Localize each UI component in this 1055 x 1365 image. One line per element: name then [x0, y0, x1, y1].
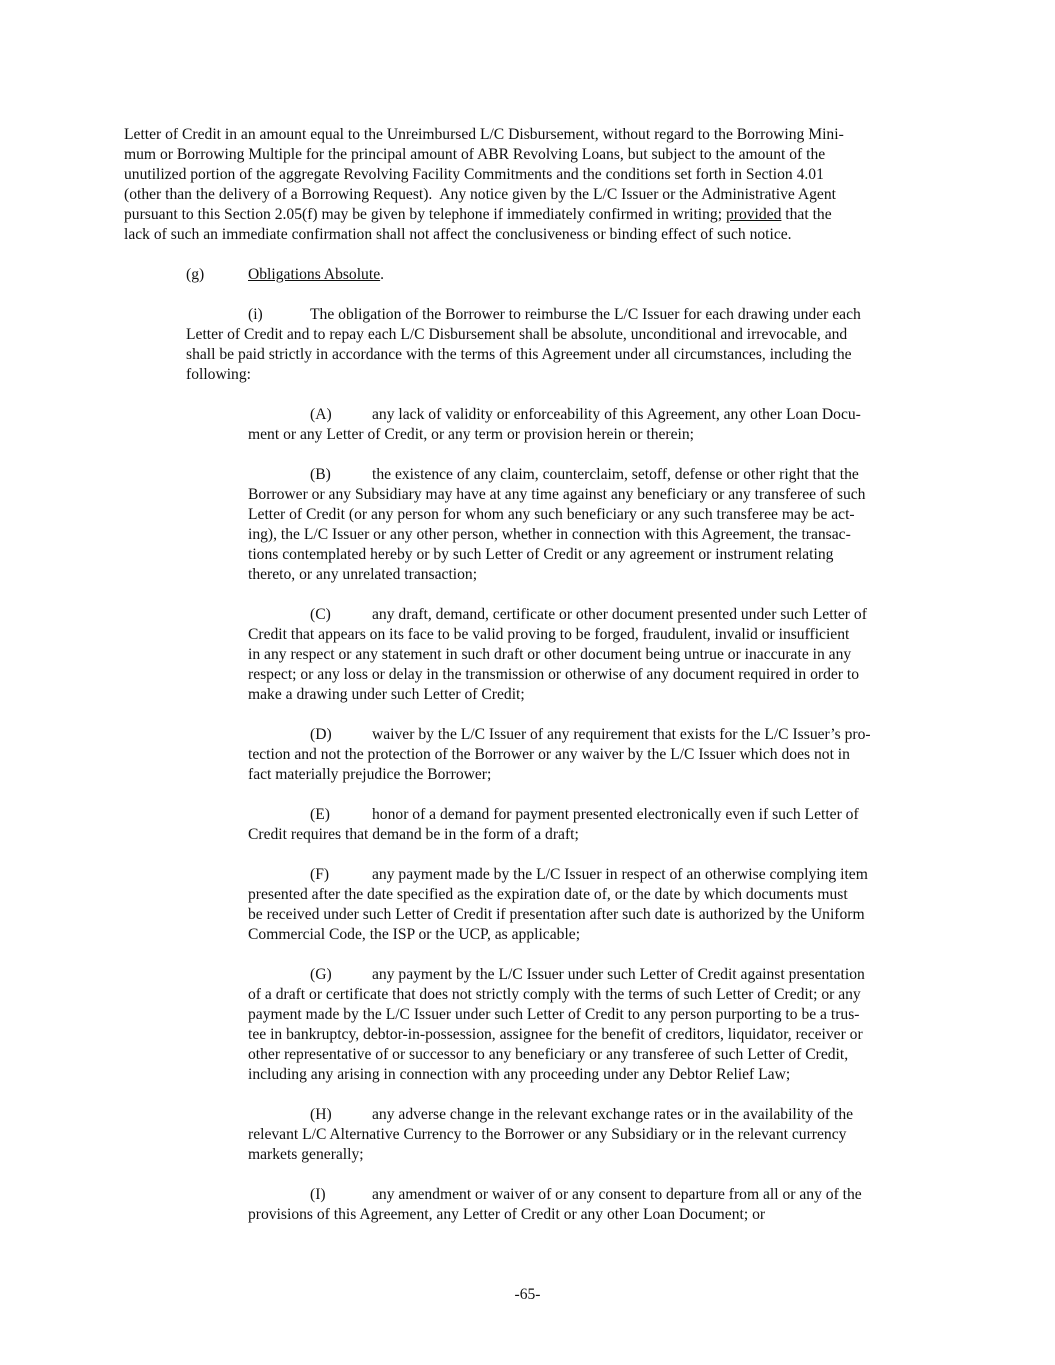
clause-line: tions contemplated hereby or by such Letter of Credit or any agreement or instrument relating	[248, 546, 834, 563]
clause-line: Letter of Credit (or any person for whom any such beneficiary or any such transferee may be act-	[248, 506, 855, 523]
clause-line: relevant L/C Alternative Currency to the Borrower or any Subsidiary or in the relevant currency	[248, 1126, 847, 1143]
section-g-heading	[248, 265, 384, 285]
clause-line: the existence of any claim, counterclaim, setoff, defense or other right that the	[372, 466, 859, 483]
sub-i-line: shall be paid strictly in accordance with the terms of this Agreement under all circumstances, including the	[186, 346, 852, 363]
clause-line: payment made by the L/C Issuer under such Letter of Credit to any person purporting to be a trus-	[248, 1006, 860, 1023]
clause-line: Credit requires that demand be in the form of a draft;	[248, 826, 579, 843]
provided-term: provided	[725, 206, 782, 223]
clause-line: make a drawing under such Letter of Credit;	[248, 686, 525, 703]
clause-line: presented after the date specified as the expiration date of, or the date by which documents must	[248, 886, 848, 903]
sub-i-line: The obligation of the Borrower to reimburse the L/C Issuer for each drawing under each	[310, 306, 861, 323]
clause-line: of a draft or certificate that does not strictly comply with the terms of such Letter of Credit; or any	[248, 986, 861, 1003]
clause-label: (A)	[310, 406, 332, 423]
clause-label: (C)	[310, 606, 331, 623]
intro-line: (other than the delivery of a Borrowing Request). Any notice given by the L/C Issuer or the Administrative Agent	[124, 186, 836, 203]
clause-line: markets generally;	[248, 1146, 364, 1163]
sub-i-line: following:	[186, 366, 251, 383]
clause-line: any draft, demand, certificate or other document presented under such Letter of	[372, 606, 867, 623]
clause-line: any amendment or waiver of or any consent to departure from all or any of the	[372, 1186, 862, 1203]
clause-line: thereto, or any unrelated transaction;	[248, 566, 478, 583]
section-g-title-suffix: .	[380, 266, 385, 283]
sub-i-label: (i)	[248, 306, 263, 323]
intro-line: unutilized portion of the aggregate Revolving Facility Commitments and the conditions set forth in Section 4.01	[124, 166, 824, 183]
clause-line: any payment made by the L/C Issuer in respect of an otherwise complying item	[372, 866, 868, 883]
intro-text: that the	[781, 206, 832, 223]
intro-line: Letter of Credit in an amount equal to the Unreimbursed L/C Disbursement, without regard to the Borrowing Mini-	[124, 126, 844, 143]
clause-line: waiver by the L/C Issuer of any requirement that exists for the L/C Issuer’s pro-	[372, 726, 871, 743]
clause-label: (I)	[310, 1186, 326, 1203]
intro-line: mum or Borrowing Multiple for the principal amount of ABR Revolving Loans, but subject to the amount of the	[124, 146, 826, 163]
intro-line	[124, 205, 832, 225]
clause-line: other representative of or successor to any beneficiary or any transferee of such Letter of Credit,	[248, 1046, 849, 1063]
clause-line: tection and not the protection of the Borrower or any waiver by the L/C Issuer which does not in	[248, 746, 850, 763]
clause-line: fact materially prejudice the Borrower;	[248, 766, 492, 783]
clause-line: be received under such Letter of Credit if presentation after such date is authorized by the Uniform	[248, 906, 865, 923]
sub-i-line: Letter of Credit and to repay each L/C Disbursement shall be absolute, unconditional and irrevocable, and	[186, 326, 848, 343]
clause-line: any lack of validity or enforceability of this Agreement, any other Loan Docu-	[372, 406, 861, 423]
clause-label: (D)	[310, 726, 332, 743]
intro-text: pursuant to this Section 2.05(f) may be given by telephone if immediately confirmed in writing;	[124, 206, 726, 223]
clause-line: ing), the L/C Issuer or any other person, whether in connection with this Agreement, the transac-	[248, 526, 851, 543]
clause-label: (B)	[310, 466, 331, 483]
clause-line: Credit that appears on its face to be valid proving to be forged, fraudulent, invalid or insufficient	[248, 626, 850, 643]
clause-line: any payment by the L/C Issuer under such Letter of Credit against presentation	[372, 966, 865, 983]
section-g-title: Obligations Absolute	[248, 266, 381, 283]
clause-label: (G)	[310, 966, 332, 983]
clause-label: (E)	[310, 806, 330, 823]
clause-line: ment or any Letter of Credit, or any term or provision herein or therein;	[248, 426, 695, 443]
clause-line: Borrower or any Subsidiary may have at any time against any beneficiary or any transferee of such	[248, 486, 866, 503]
clause-label: (F)	[310, 866, 330, 883]
clause-line: any adverse change in the relevant exchange rates or in the availability of the	[372, 1106, 854, 1123]
clause-line: honor of a demand for payment presented electronically even if such Letter of	[372, 806, 859, 823]
clause-line: in any respect or any statement in such draft or other document being untrue or inaccurate in any	[248, 646, 852, 663]
clause-line: respect; or any loss or delay in the transmission or otherwise of any document required in order to	[248, 666, 860, 683]
page-number: -65-	[514, 1286, 541, 1303]
intro-line: lack of such an immediate confirmation shall not affect the conclusiveness or binding effect of such notice.	[124, 226, 792, 243]
clause-line: tee in bankruptcy, debtor-in-possession, assignee for the benefit of creditors, liquidator, receiver or	[248, 1026, 863, 1043]
clause-line: including any arising in connection with any proceeding under any Debtor Relief Law;	[248, 1066, 791, 1083]
clause-line: provisions of this Agreement, any Letter of Credit or any other Loan Document; or	[248, 1206, 766, 1223]
clause-line: Commercial Code, the ISP or the UCP, as applicable;	[248, 926, 581, 943]
clause-label: (H)	[310, 1106, 332, 1123]
section-g-label: (g)	[186, 266, 205, 283]
